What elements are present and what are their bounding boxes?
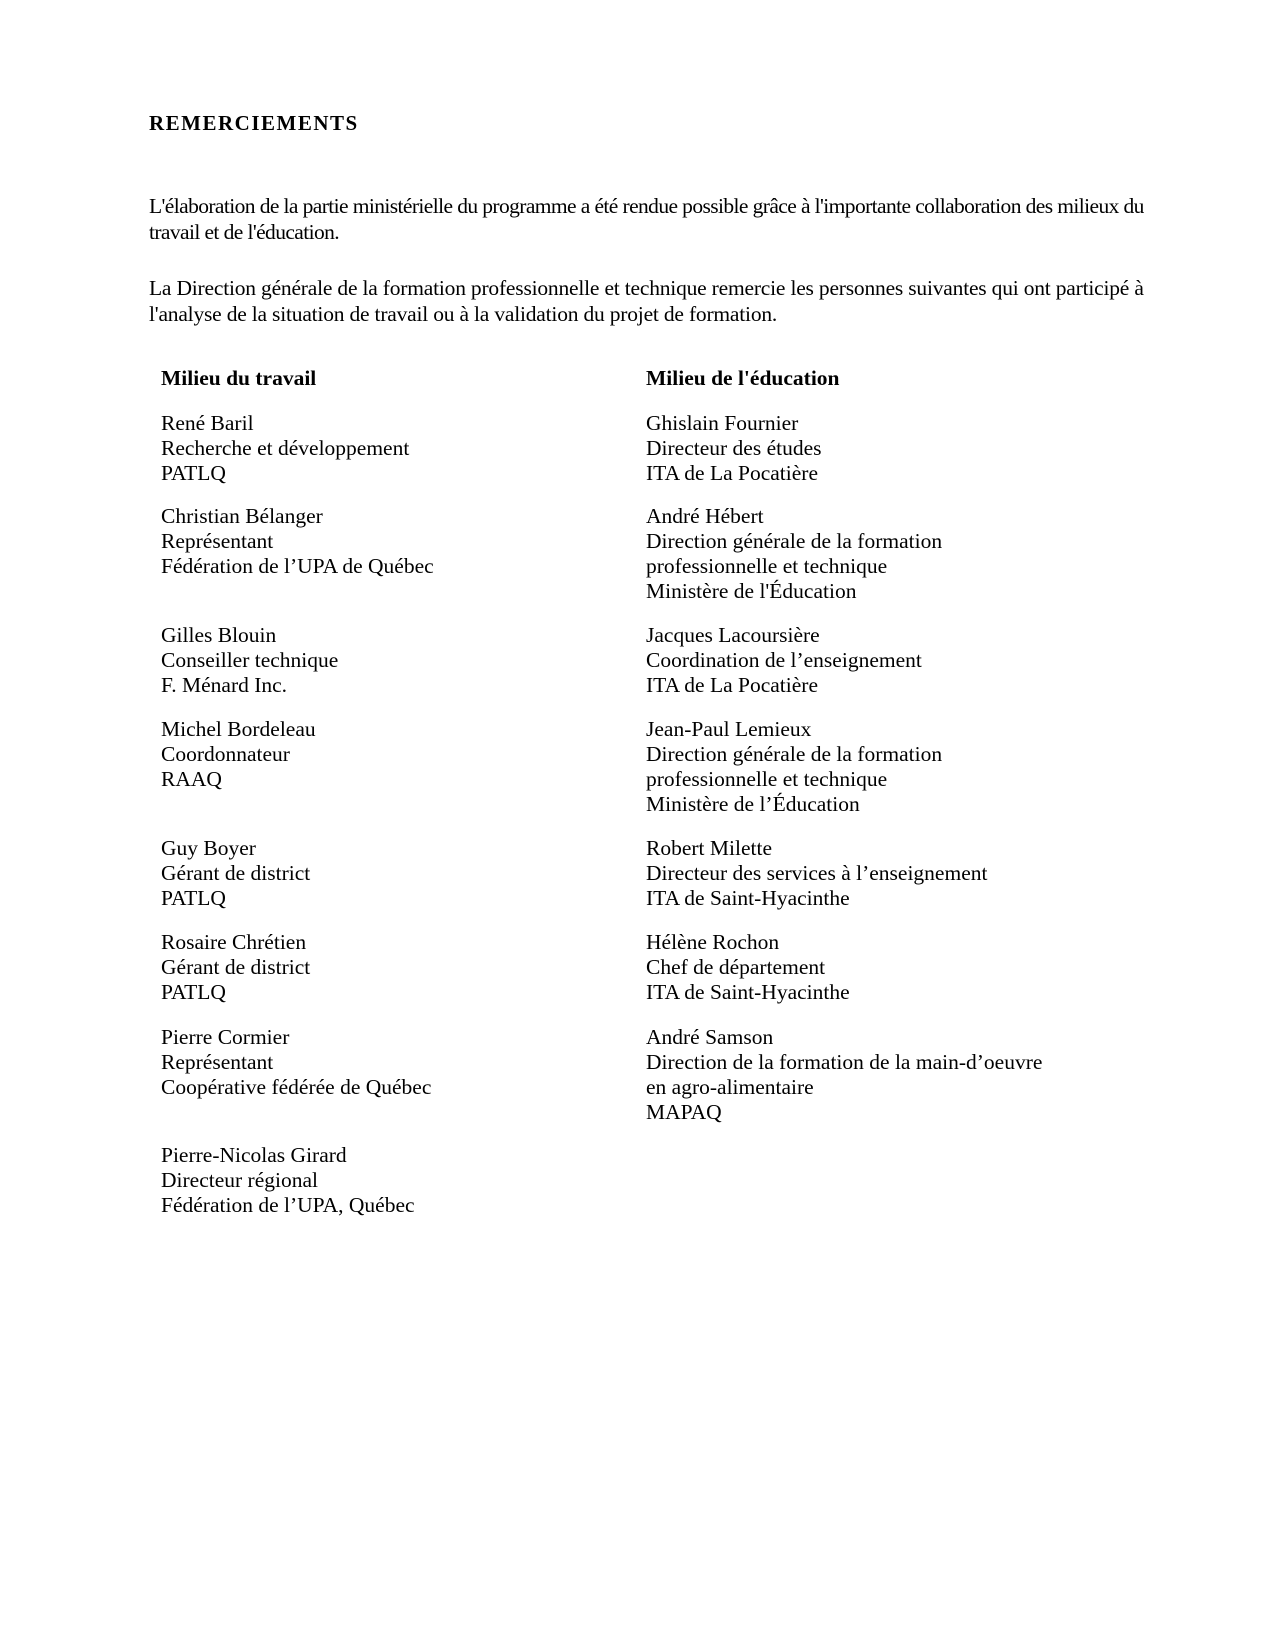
person-role: Directeur des services à l’enseignement (646, 861, 988, 885)
person-org: Coopérative fédérée de Québec (161, 1075, 432, 1099)
person-org: PATLQ (161, 886, 226, 910)
work-entry-belanger (161, 504, 434, 579)
edu-entry-samson (646, 1025, 1042, 1125)
person-role: Direction de la formation de la main-d’oeuvre (646, 1050, 1043, 1074)
person-role-continued: professionnelle et technique (646, 554, 888, 578)
person-role: Gérant de district (161, 955, 311, 979)
person-role: Gérant de district (161, 861, 311, 885)
person-name: Rosaire Chrétien (161, 930, 307, 954)
person-org: ITA de Saint-Hyacinthe (646, 886, 850, 910)
edu-entry-lacoursiere (646, 623, 922, 698)
work-entry-chretien (161, 930, 310, 1005)
person-org: ITA de La Pocatière (646, 461, 818, 485)
work-entry-bordeleau (161, 717, 316, 792)
edu-entry-hebert (646, 504, 942, 604)
person-name: René Baril (161, 411, 254, 435)
person-name: André Samson (646, 1025, 774, 1049)
person-role-continued: professionnelle et technique (646, 767, 888, 791)
person-org: Fédération de l’UPA de Québec (161, 554, 434, 578)
page-title: REMERCIEMENTS (149, 111, 359, 135)
person-org: Ministère de l'Éducation (646, 579, 857, 603)
work-entry-boyer (161, 836, 310, 911)
work-entry-girard (161, 1143, 415, 1218)
edu-entry-fournier (646, 411, 822, 486)
edu-entry-rochon (646, 930, 850, 1005)
education-column-heading: Milieu de l'éducation (646, 366, 840, 390)
person-name: Hélène Rochon (646, 930, 780, 954)
person-org: MAPAQ (646, 1100, 722, 1124)
person-name: Guy Boyer (161, 836, 256, 860)
person-org: Fédération de l’UPA, Québec (161, 1193, 415, 1217)
person-role: Directeur régional (161, 1168, 318, 1192)
work-entry-blouin (161, 623, 338, 698)
person-role: Direction générale de la formation (646, 742, 943, 766)
person-org: PATLQ (161, 461, 226, 485)
person-role: Coordination de l’enseignement (646, 648, 922, 672)
person-role-continued: en agro-alimentaire (646, 1075, 814, 1099)
person-name: André Hébert (646, 504, 764, 528)
person-role: Chef de département (646, 955, 826, 979)
person-role: Représentant (161, 1050, 274, 1074)
person-org: Ministère de l’Éducation (646, 792, 860, 816)
person-name: Gilles Blouin (161, 623, 277, 647)
person-role: Directeur des études (646, 436, 822, 460)
person-name: Pierre Cormier (161, 1025, 290, 1049)
person-role: Conseiller technique (161, 648, 339, 672)
person-role: Représentant (161, 529, 274, 553)
person-org: PATLQ (161, 980, 226, 1004)
work-entry-baril (161, 411, 409, 486)
person-name: Michel Bordeleau (161, 717, 316, 741)
person-org: F. Ménard Inc. (161, 673, 288, 697)
person-name: Christian Bélanger (161, 504, 323, 528)
person-org: ITA de La Pocatière (646, 673, 818, 697)
person-name: Ghislain Fournier (646, 411, 799, 435)
person-role: Coordonnateur (161, 742, 290, 766)
work-column-heading: Milieu du travail (161, 366, 317, 390)
intro-paragraph-1: L'élaboration de la partie ministérielle du programme a été rendue possible grâce à l'importante collaboration des milieux du travail et de l'éducation. (149, 194, 1144, 244)
intro-paragraph-2: La Direction générale de la formation professionnelle et technique remercie les personnes suivantes qui ont participé à l'analyse de la situation de travail ou à la validation du projet de formation. (149, 276, 1144, 326)
work-entry-cormier (161, 1025, 431, 1100)
person-org: RAAQ (161, 767, 222, 791)
edu-entry-milette (646, 836, 987, 911)
person-name: Jean-Paul Lemieux (646, 717, 812, 741)
edu-entry-lemieux (646, 717, 942, 817)
person-org: ITA de Saint-Hyacinthe (646, 980, 850, 1004)
person-name: Jacques Lacoursière (646, 623, 820, 647)
person-name: Pierre-Nicolas Girard (161, 1143, 347, 1167)
person-role: Direction générale de la formation (646, 529, 943, 553)
person-name: Robert Milette (646, 836, 772, 860)
person-role: Recherche et développement (161, 436, 410, 460)
